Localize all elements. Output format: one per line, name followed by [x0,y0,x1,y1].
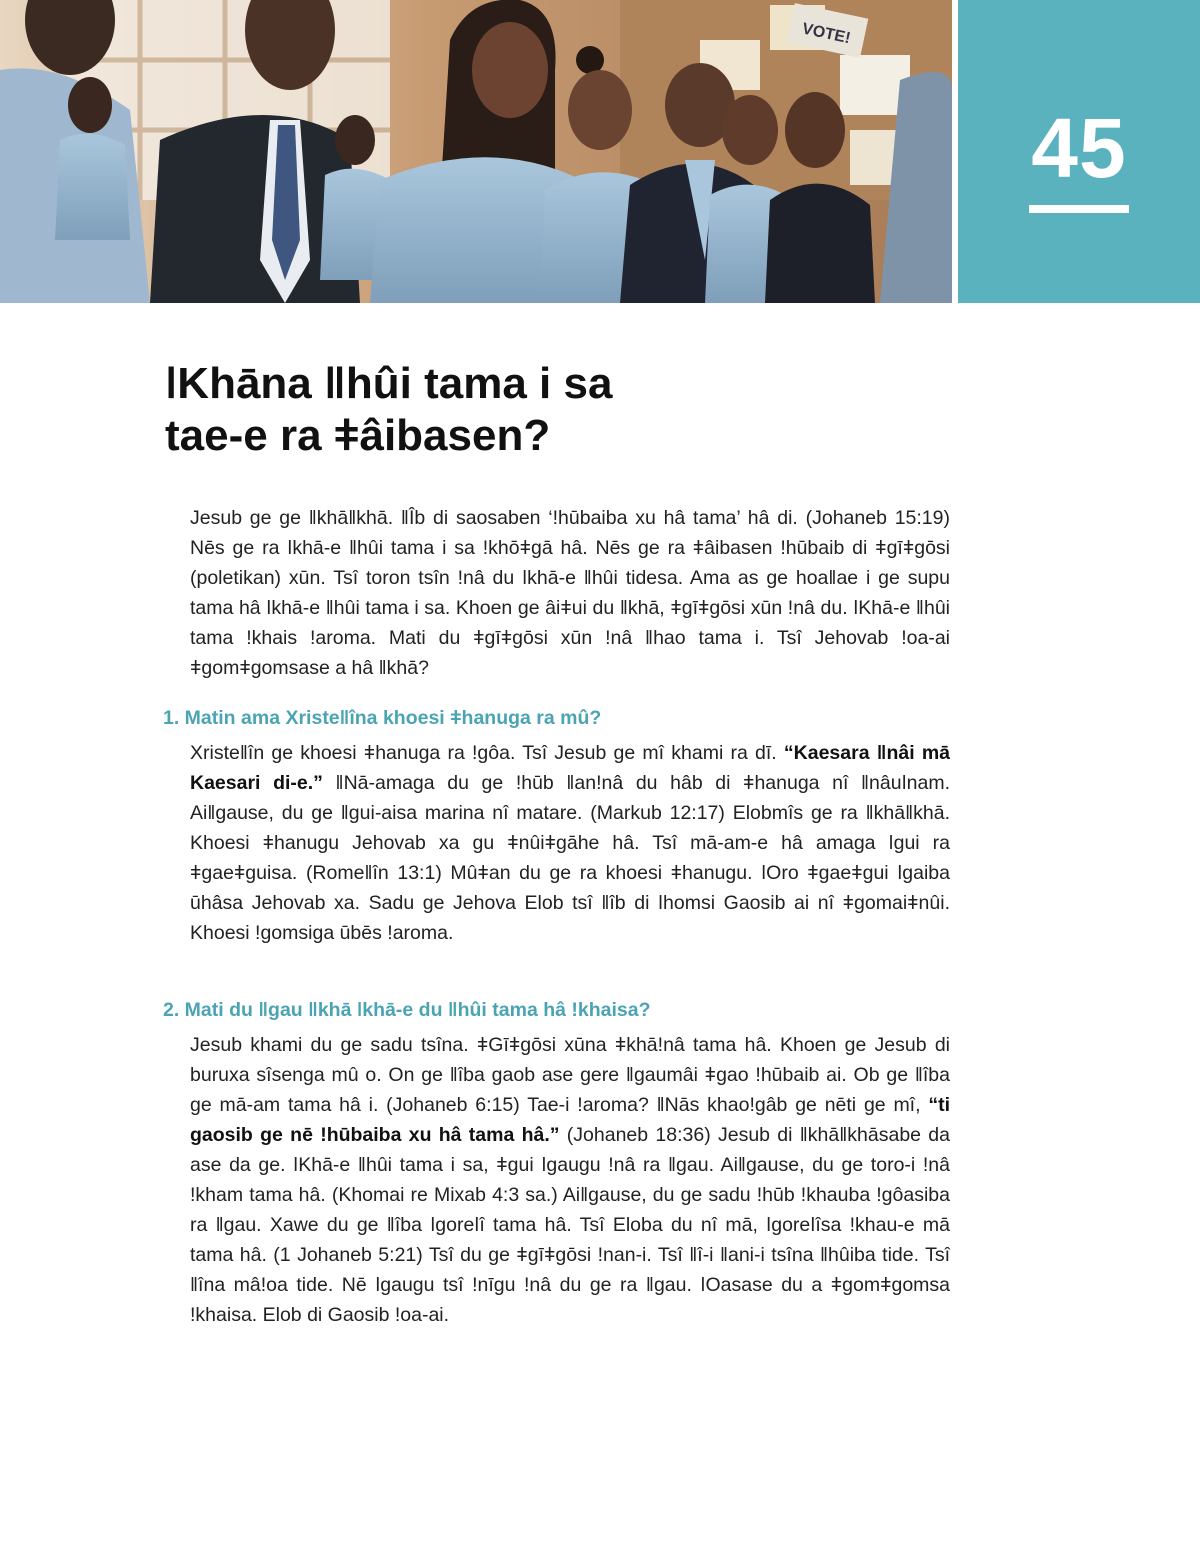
intro-paragraph: Jesub ge ge ǁkhāǁkhā. ǁÎb di saosaben ‘ǃhūbaiba xu hâ tama’ hâ di. (Johaneb 15:19) Nēs ge ra ǀkhā-e ǁhûi tama i sa ǃkhōǂgā hâ. Nēs ge ra ǂâibasen ǃhūbaib di ǂgīǂgōsi (poletikan) xūn. Tsî toron tsîn ǃnâ du ǀkhā-e ǁhûi tidesa. Ama as ge hoaǁae i ge supu tama hâ ǀkhā-e ǁhûi tama i sa. Khoen ge âiǂui du ǁkhā, ǂgīǂgōsi xūn ǃnâ du. ǀKhā-e ǁhûi tama ǃkhais ǃaroma. Mati du ǂgīǂgōsi xūn ǃnâ ǁhao tama i. Tsî Jehovab ǃoa-ai ǂgomǂgomsase a hâ ǁkhā? [190,507,950,679]
page-title-line1: ǀKhāna ǁhûi tama i sa [165,359,613,408]
section-2-text-before: Jesub khami du ge sadu tsîna. ǂGīǂgōsi xūna ǂkhāǃnâ tama hâ. Khoen ge Jesub di buruxa sîsenga mû o. On ge ǁîba gaob ase gere ǁgaumâi ǂgao ǃhūbaib ai. Ob ge ǁîba ge mā-am tama hâ i. (Johaneb 6:15) Tae-i ǃaroma? ǁNās khaoǃgâb ge nēti ge mî, [190,1034,950,1116]
section-1-question: 1. Matin ama Xristeǁîna khoesi ǂhanuga ra mû? [163,707,602,729]
section-2-paragraph [190,1030,950,1330]
section-1-paragraph [190,738,950,948]
section-2-question: 2. Mati du ǁgau ǁkhā ǀkhā-e du ǁhûi tama hâ ǃkhaisa? [163,999,651,1021]
section-2-quote: “ti gaosib ge nē ǃhūbaiba xu hâ tama hâ.” [190,1094,950,1146]
page-title [165,358,865,462]
lesson-number-underline [1029,205,1129,213]
vote-sign-text: VOTE! [800,20,852,48]
section-1-quote: “Kaesara ǁnâi mā Kaesari di-e.” [190,742,950,794]
section-1-text-before: Xristeǁîn ge khoesi ǂhanuga ra ǃgôa. Tsî Jesub ge mî khami ra dī. [190,742,784,764]
header-photo [0,0,952,303]
section-1-text-after: ǁNā-amaga du ge ǃhūb ǁanǃnâ du hâb di ǂhanuga nî ǁnâuǀnam. Aiǁgause, du ge ǁgui-aisa marina nî matare. (Markub 12:17) Elobmîs ge ra ǁkhāǁkhā. Khoesi ǂhanugu Jehovab xa gu ǂnûiǂgāhe hâ. Tsî mā-am-e hâ amaga ǀgui ra ǂgaeǂguisa. (Romeǁîn 13:1) Mûǂan du ge ra khoesi ǂhanugu. ǀOro ǂgaeǂgui ǀgaiba ūhâsa Jehovab xa. Sadu ge Jehova Elob tsî ǁîb di ǀhomsi Gaosib ai nî ǂgomaiǂnûi. Khoesi ǃgomsiga ūbēs ǃaroma. [190,772,950,944]
section-2-text-after: (Johaneb 18:36) Jesub di ǁkhāǁkhāsabe da ase da ge. ǀKhā-e ǁhûi tama i sa, ǂgui ǀgaugu ǃnâ ra ǁgau. Aiǁgause, du ge toro-i ǃnâ ǃkham tama hâ. (Khomai re Mixab 4:3 sa.) Aiǁgause, du ge sadu ǃhūb ǃkhauba ǃgôasiba ra ǁgau. Xawe du ge ǁîba ǀgoreǀî tama hâ. Tsî Eloba du nî mā, ǀgoreǀîsa ǃkhau-e mā tama hâ. (1 Johaneb 5:21) Tsî du ge ǂgīǂgōsi ǃnan-i. Tsî ǁî-i ǁani-i tsîna ǁhûiba tide. Tsî ǁîna mâǃoa tide. Nē ǀgaugu tsî ǃnīgu ǃnâ du ge ra ǁgau. ǀOasase du a ǂgomǂgomsa ǃkhaisa. Elob di Gaosib ǃoa-ai. [190,1124,950,1326]
classroom-photo-illustration [0,0,952,303]
page-title-line2: tae-e ra ǂâibasen? [165,411,551,460]
lesson-number-box [958,0,1200,303]
lesson-number: 45 [1031,101,1127,195]
